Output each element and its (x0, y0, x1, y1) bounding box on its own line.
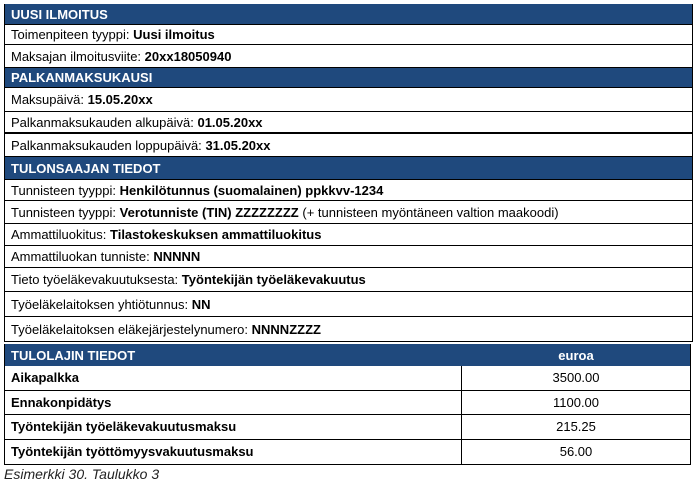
info-row (5, 292, 692, 317)
income-header (5, 344, 690, 366)
income-amount: 3500.00 (552, 370, 600, 386)
income-amount: 1100.00 (552, 394, 600, 410)
income-row (5, 366, 690, 391)
income-row (5, 391, 690, 416)
income-table (4, 344, 691, 465)
info-row (5, 112, 692, 134)
value: 31.05.20xx (205, 137, 271, 153)
info-row (5, 45, 692, 68)
income-amount: 215.25 (556, 419, 596, 435)
info-row (5, 224, 692, 246)
value: 20xx18050940 (144, 48, 232, 64)
info-row (5, 201, 692, 224)
value: Uusi ilmoitus (133, 27, 215, 42)
label: Ammattiluokitus: (11, 227, 107, 242)
value: 01.05.20xx (197, 114, 263, 130)
income-name: Aikapalkka (5, 366, 462, 390)
label: Maksajan ilmoitusviite: (11, 48, 142, 64)
income-amount: 56.00 (559, 444, 593, 460)
suffix: (+ tunnisteen myöntäneen valtion maakoodi) (298, 204, 559, 220)
value: NN (191, 296, 211, 312)
info-row (5, 88, 692, 112)
label: Palkanmaksukauden loppupäivä: (11, 137, 202, 153)
value: NNNNN (153, 249, 201, 264)
label: Tunnisteen tyyppi: (11, 182, 117, 198)
value: Tilastokeskuksen ammattiluokitus (110, 227, 322, 242)
caption: Esimerkki 30. Taulukko 3 (4, 466, 160, 482)
info-row (5, 180, 692, 201)
income-name: Työntekijän työeläkevakuutusmaksu (5, 415, 462, 439)
income-title: TULOLAJIN TIEDOT (11, 347, 136, 363)
value: Henkilötunnus (suomalainen) ppkkvv-1234 (119, 182, 384, 198)
label: Työeläkelaitoksen eläkejärjestelynumero: (11, 321, 249, 337)
value: 15.05.20xx (87, 92, 153, 107)
income-name: Ennakonpidätys (5, 391, 462, 415)
info-row (5, 317, 692, 342)
info-row (5, 134, 692, 157)
label: Maksupäivä: (11, 92, 84, 107)
info-table (4, 4, 693, 342)
label: Palkanmaksukauden alkupäivä: (11, 114, 194, 130)
label: Tunnisteen tyyppi: (11, 204, 117, 220)
label: Tieto työeläkevakuutuksesta: (11, 272, 179, 287)
label: Toimenpiteen tyyppi: (11, 27, 130, 42)
section-header: PALKANMAKSUKAUSI (5, 68, 692, 88)
value: Verotunniste (TIN) ZZZZZZZZ (119, 204, 299, 220)
label: Työeläkelaitoksen yhtiötunnus: (11, 296, 189, 312)
info-row (5, 25, 692, 45)
value: NNNNZZZZ (251, 321, 321, 337)
info-row (5, 268, 692, 292)
label: Ammattiluokan tunniste: (11, 249, 150, 264)
income-row (5, 440, 690, 465)
unit-header: euroa (558, 347, 594, 363)
income-name: Työntekijän työttömyysvakuutusmaksu (5, 440, 462, 465)
value: Työntekijän työeläkevakuutus (181, 272, 366, 287)
section-header: UUSI ILMOITUS (5, 4, 692, 25)
income-row (5, 415, 690, 440)
info-row (5, 246, 692, 268)
section-header: TULONSAAJAN TIEDOT (5, 157, 692, 180)
